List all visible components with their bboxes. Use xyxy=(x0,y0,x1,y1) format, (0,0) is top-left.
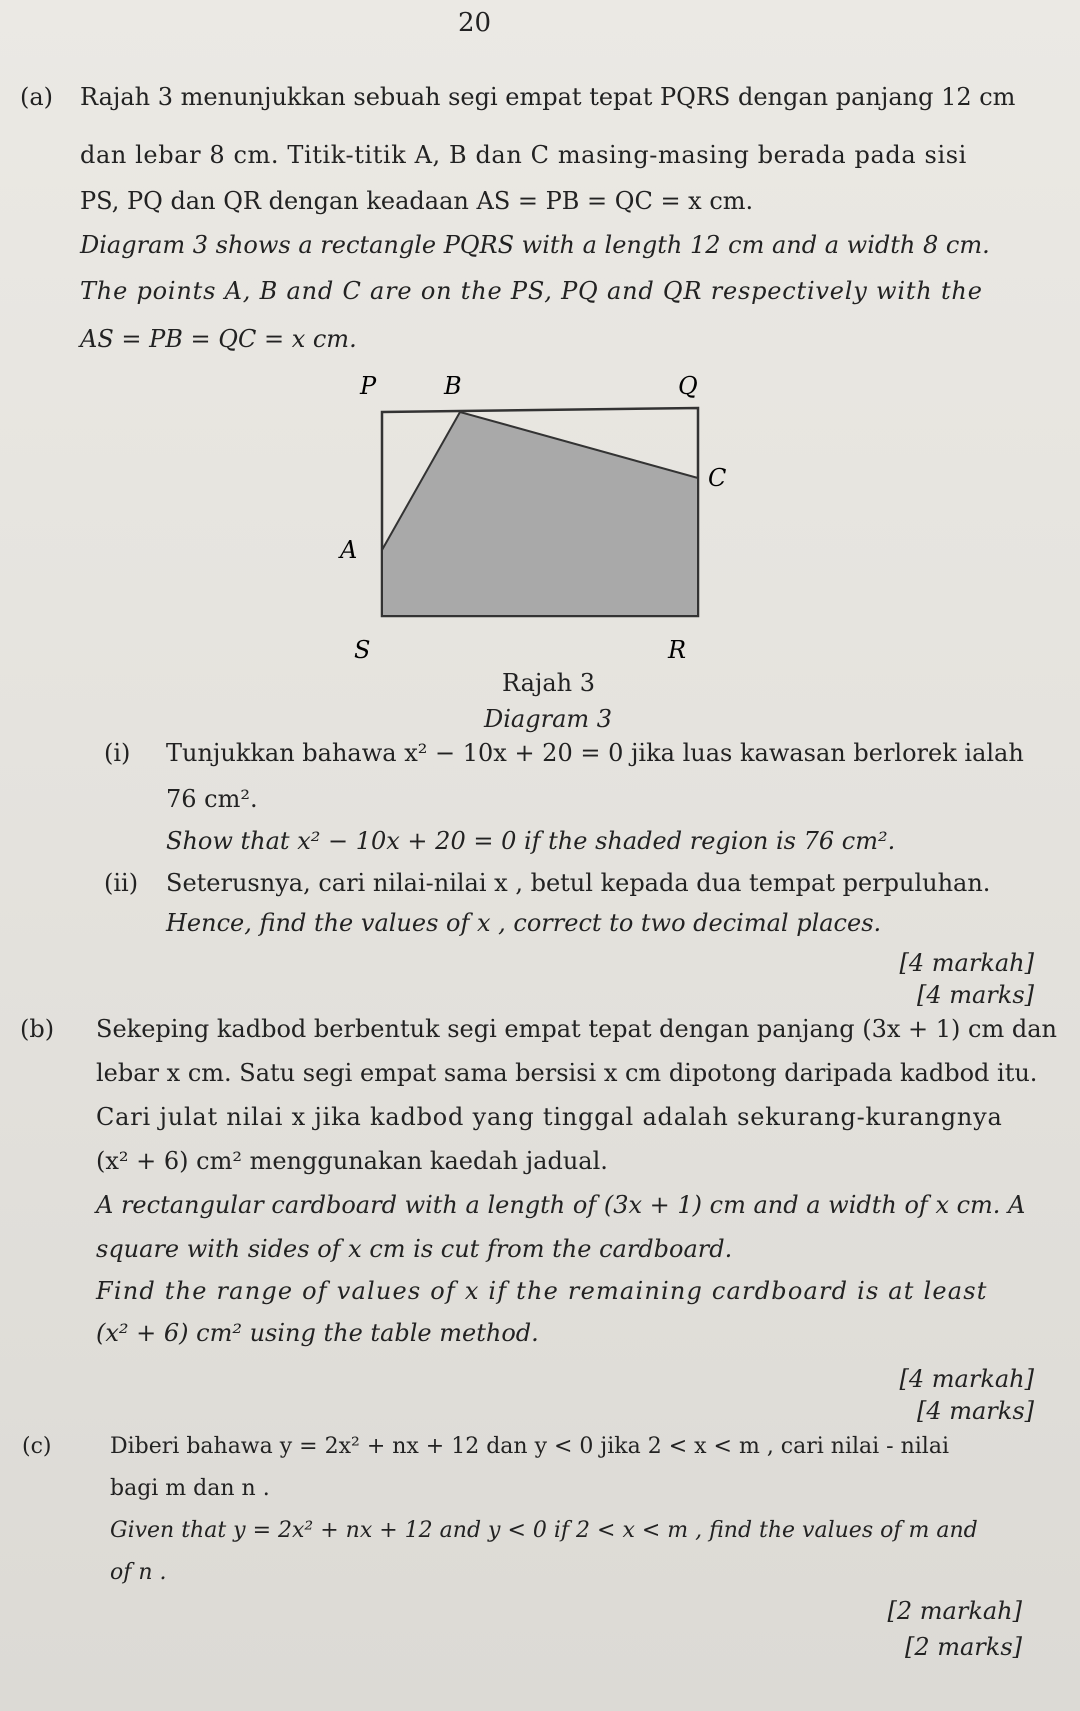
part-a-ii-malay: Seterusnya, cari nilai-nilai x , betul kepada dua tempat perpuluhan. xyxy=(166,869,991,897)
part-b-malay-line-4: (x² + 6) cm² menggunakan kaedah jadual. xyxy=(96,1147,608,1175)
label-q: Q xyxy=(678,372,698,400)
part-c-english-line-2: of n . xyxy=(110,1560,167,1585)
part-b-malay-line-1: Sekeping kadbod berbentuk segi empat tepat dengan panjang (3x + 1) cm dan xyxy=(96,1015,1057,1043)
part-b-marks-english: [4 marks] xyxy=(916,1397,1034,1425)
part-a-ii-label: (ii) xyxy=(104,869,139,897)
part-a-malay-line-2: dan lebar 8 cm. Titik-titik A, B dan C masing-masing berada pada sisi xyxy=(80,141,967,169)
part-b-english-line-1: A rectangular cardboard with a length of (3x + 1) cm and a width of x cm. A xyxy=(96,1191,1026,1219)
diagram-caption-malay: Rajah 3 xyxy=(502,669,596,697)
page-number: 20 xyxy=(458,8,492,38)
part-a-i-label: (i) xyxy=(104,739,131,767)
part-b-malay-line-2: lebar x cm. Satu segi empat sama bersisi x cm dipotong daripada kadbod itu. xyxy=(96,1059,1038,1087)
part-c-malay-line-2: bagi m dan n . xyxy=(110,1476,270,1501)
part-a-english-line-2: The points A, B and C are on the PS, PQ and QR respectively with the xyxy=(80,277,983,305)
diagram-caption-english: Diagram 3 xyxy=(484,705,613,733)
part-c-marks-malay: [2 markah] xyxy=(887,1597,1022,1625)
part-a-english-line-1: Diagram 3 shows a rectangle PQRS with a length 12 cm and a width 8 cm. xyxy=(80,231,990,259)
label-s: S xyxy=(354,636,371,664)
part-b-malay-line-3: Cari julat nilai x jika kadbod yang tinggal adalah sekurang-kurangnya xyxy=(96,1103,1003,1131)
part-a-i-english: Show that x² − 10x + 20 = 0 if the shaded region is 76 cm². xyxy=(166,827,896,855)
label-p: P xyxy=(360,372,377,400)
part-b-english-line-4: (x² + 6) cm² using the table method. xyxy=(96,1319,539,1347)
label-c: C xyxy=(708,464,727,492)
part-a-i-malay-line-1: Tunjukkan bahawa x² − 10x + 20 = 0 jika luas kawasan berlorek ialah xyxy=(166,739,1024,767)
shaded-region xyxy=(382,412,698,616)
part-b-english-line-2: square with sides of x cm is cut from the cardboard. xyxy=(96,1235,733,1263)
part-a-ii-english: Hence, find the values of x , correct to two decimal places. xyxy=(166,909,882,937)
part-a-marks-malay: [4 markah] xyxy=(899,949,1034,977)
part-b-label: (b) xyxy=(20,1015,55,1043)
label-r: R xyxy=(668,636,687,664)
part-a-label: (a) xyxy=(20,83,54,111)
part-a-malay-line-3: PS, PQ dan QR dengan keadaan AS = PB = QC = x cm. xyxy=(80,187,754,215)
diagram-3 xyxy=(340,372,727,670)
part-a-english-line-3: AS = PB = QC = x cm. xyxy=(80,325,357,353)
part-a-i-malay-line-2: 76 cm². xyxy=(166,785,258,813)
part-c-english-line-1: Given that y = 2x² + nx + 12 and y < 0 if 2 < x < m , find the values of m and xyxy=(110,1518,978,1543)
part-c-label: (c) xyxy=(22,1434,52,1459)
part-b-marks-malay: [4 markah] xyxy=(899,1365,1034,1393)
part-a-malay-line-1: Rajah 3 menunjukkan sebuah segi empat tepat PQRS dengan panjang 12 cm xyxy=(80,83,1016,111)
part-b-english-line-3: Find the range of values of x if the remaining cardboard is at least xyxy=(96,1277,988,1305)
part-a-marks-english: [4 marks] xyxy=(916,981,1034,1009)
label-b: B xyxy=(444,372,462,400)
label-a: A xyxy=(340,536,358,564)
part-c-malay-line-1: Diberi bahawa y = 2x² + nx + 12 dan y < 0 jika 2 < x < m , cari nilai - nilai xyxy=(110,1434,949,1459)
part-c-marks-english: [2 marks] xyxy=(904,1633,1022,1661)
